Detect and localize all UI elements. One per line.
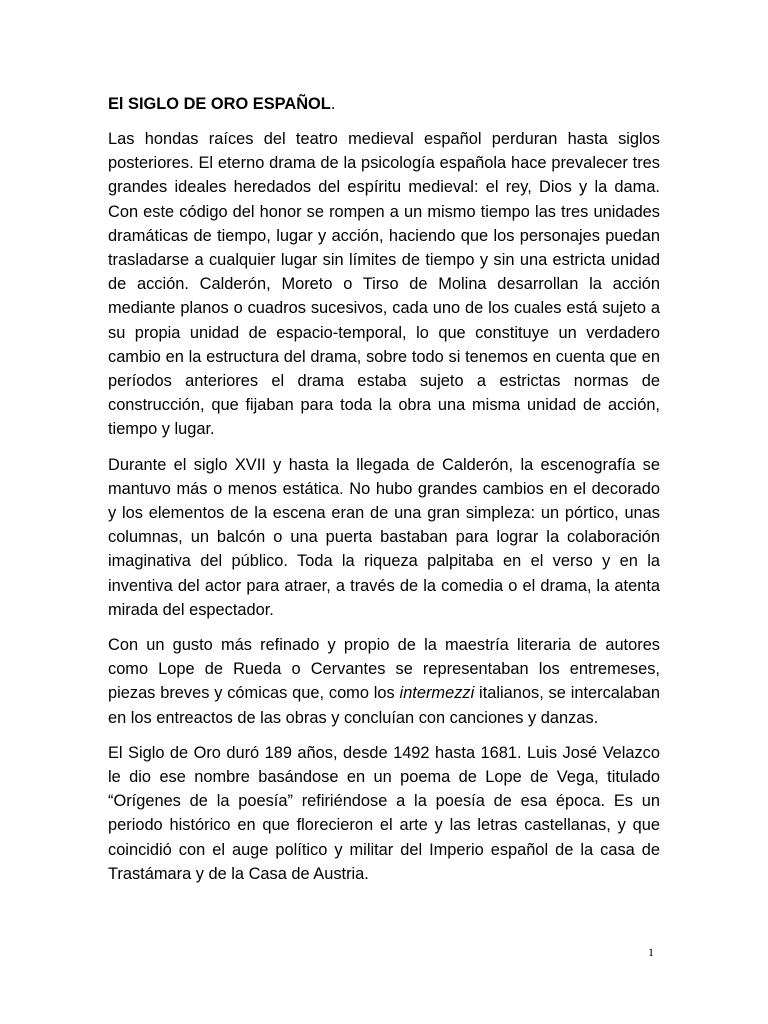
paragraph-3-italic-term: intermezzi bbox=[399, 684, 475, 703]
paragraph-1: Las hondas raíces del teatro medieval español perduran hasta siglos posteriores. El eterno drama de la psicología española hace prevalecer tres grandes ideales heredados del espíritu medieval: el rey, Dios y la dama. Con este código del honor se rompen a un mismo tiempo las tres unidades dramáticas de tiempo, lugar y acción, haciendo que los personajes puedan trasladarse a cualquier lugar sin límites de tiempo y sin una estricta unidad de acción. Calderón, Moreto o Tirso de Molina desarrollan la acción mediante planos o cuadros sucesivos, cada uno de los cuales está sujeto a su propia unidad de espacio-temporal, lo que constituye un verdadero cambio en la estructura del drama, sobre todo si tenemos en cuenta que en períodos anteriores el drama estaba sujeto a estrictas normas de construcción, que fijaban para toda la obra una misma unidad de acción, tiempo y lugar. bbox=[108, 130, 660, 439]
paragraph-3-text-after: italianos, se intercalaban en los entreactos de las obras y concluían con canciones y danzas. bbox=[108, 684, 660, 727]
title-period: . bbox=[330, 95, 336, 113]
paragraph-3-text-before: Con un gusto más refinado y propio de la maestría literaria de autores como Lope de Rueda o Cervantes se representaban los entremeses, piezas breves y cómicas que, como los bbox=[108, 636, 660, 703]
page-number: 1 bbox=[648, 945, 654, 959]
paragraph-3 bbox=[108, 633, 660, 730]
document-body bbox=[108, 92, 660, 897]
paragraph-2: Durante el siglo XVII y hasta la llegada de Calderón, la escenografía se mantuvo más o menos estática. No hubo grandes cambios en el decorado y los elementos de la escena eran de una gran simpleza: un pórtico, unas columnas, un balcón o una puerta bastaban para lograr la colaboración imaginativa del público. Toda la riqueza palpitaba en el verso y en la inventiva del actor para atraer, a través de la comedia o el drama, la atenta mirada del espectador. bbox=[108, 455, 660, 619]
paragraph-4: El Siglo de Oro duró 189 años, desde 1492 hasta 1681. Luis José Velazco le dio ese nombre basándose en un poema de Lope de Vega, titulado “Orígenes de la poesía” refiriéndose a la poesía de esa época. Es un periodo histórico en que florecieron el arte y las letras castellanas, y que coincidió con el auge político y militar del Imperio español de la casa de Trastámara y de la Casa de Austria. bbox=[108, 743, 660, 883]
title-text: El SIGLO DE ORO ESPAÑOL bbox=[108, 95, 331, 113]
document-title bbox=[108, 92, 660, 116]
